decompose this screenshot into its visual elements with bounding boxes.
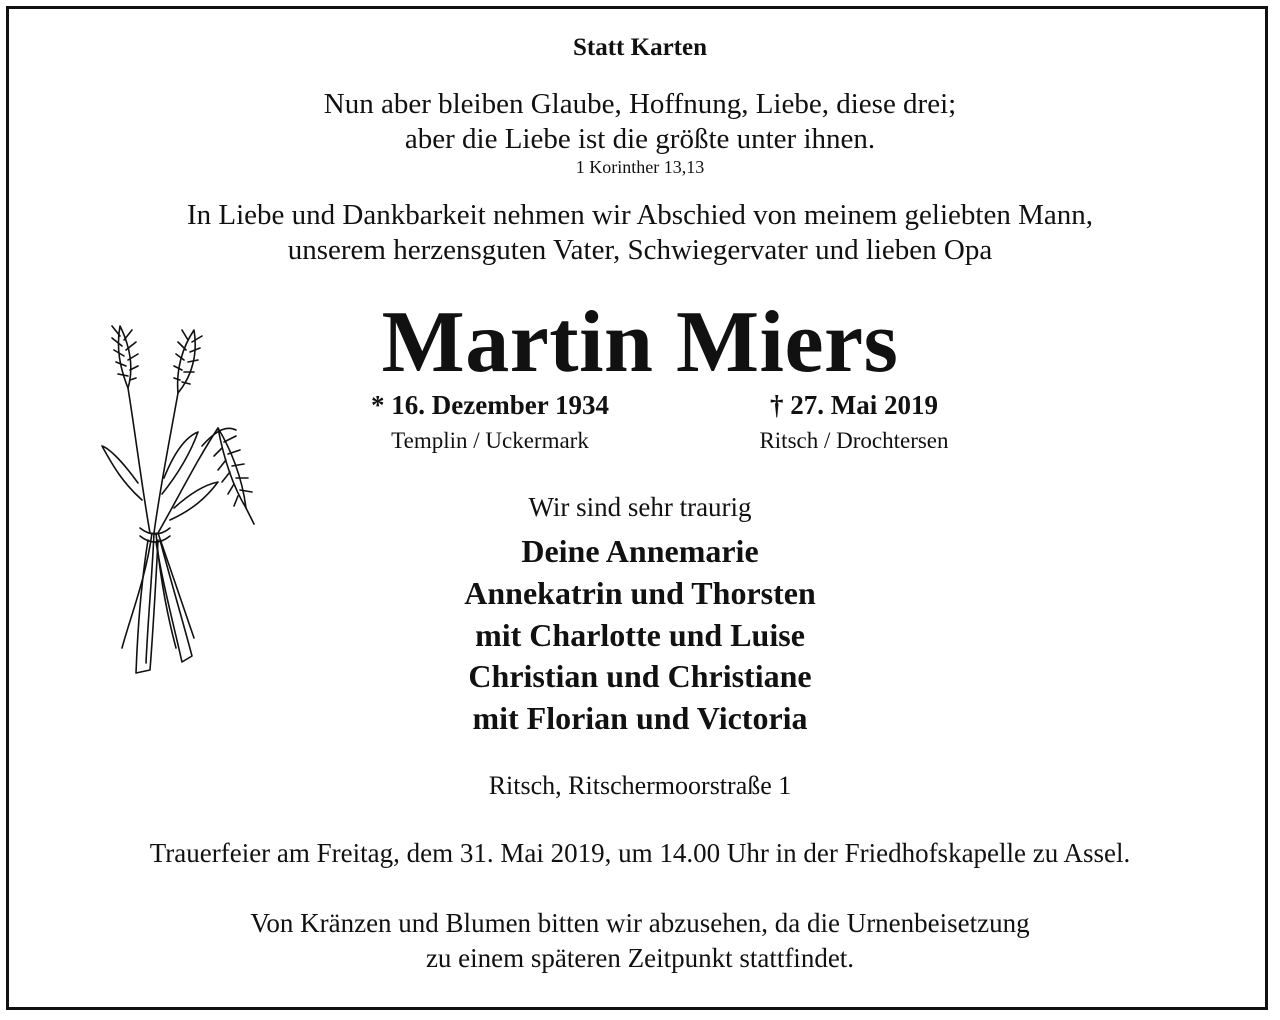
mourning-line: Wir sind sehr traurig	[528, 492, 752, 522]
family-address: Ritsch, Ritschermoorstraße 1	[488, 771, 792, 800]
intro-line-1: In Liebe und Dankbarkeit nehmen wir Abschied von meinem geliebten Mann,	[187, 199, 1093, 231]
notice-heading: Statt Karten	[573, 34, 707, 61]
family-member-line: mit Charlotte und Luise	[475, 617, 805, 653]
flowers-note-line-2: zu einem späteren Zeitpunkt stattfindet.	[425, 943, 855, 973]
death-date: † 27. Mai 2019	[770, 390, 938, 420]
birth-place: Templin / Uckermark	[391, 428, 589, 453]
family-member-line: mit Florian und Victoria	[472, 700, 808, 736]
death-place: Ritsch / Drochtersen	[759, 428, 949, 453]
birth-date: * 16. Dezember 1934	[371, 390, 609, 420]
verse-line-1: Nun aber bleiben Glaube, Hoffnung, Liebe, diese drei;	[323, 88, 957, 120]
funeral-service-info: Trauerfeier am Freitag, dem 31. Mai 2019, um 14.00 Uhr in der Friedhofskapelle zu Assel.	[149, 838, 1131, 868]
verse-reference: 1 Korinther 13,13	[575, 157, 705, 177]
family-member-line: Christian und Christiane	[468, 658, 812, 694]
deceased-name: Martin Miers	[381, 294, 899, 391]
flowers-note-line-1: Von Kränzen und Blumen bitten wir abzusehen, da die Urnenbeisetzung	[250, 908, 1030, 938]
verse-line-2: aber die Liebe ist die größte unter ihnen.	[404, 123, 876, 155]
family-member-line: Annekatrin und Thorsten	[464, 575, 816, 611]
family-member-line: Deine Annemarie	[521, 533, 759, 569]
intro-line-2: unserem herzensguten Vater, Schwiegervater und lieben Opa	[287, 234, 993, 266]
